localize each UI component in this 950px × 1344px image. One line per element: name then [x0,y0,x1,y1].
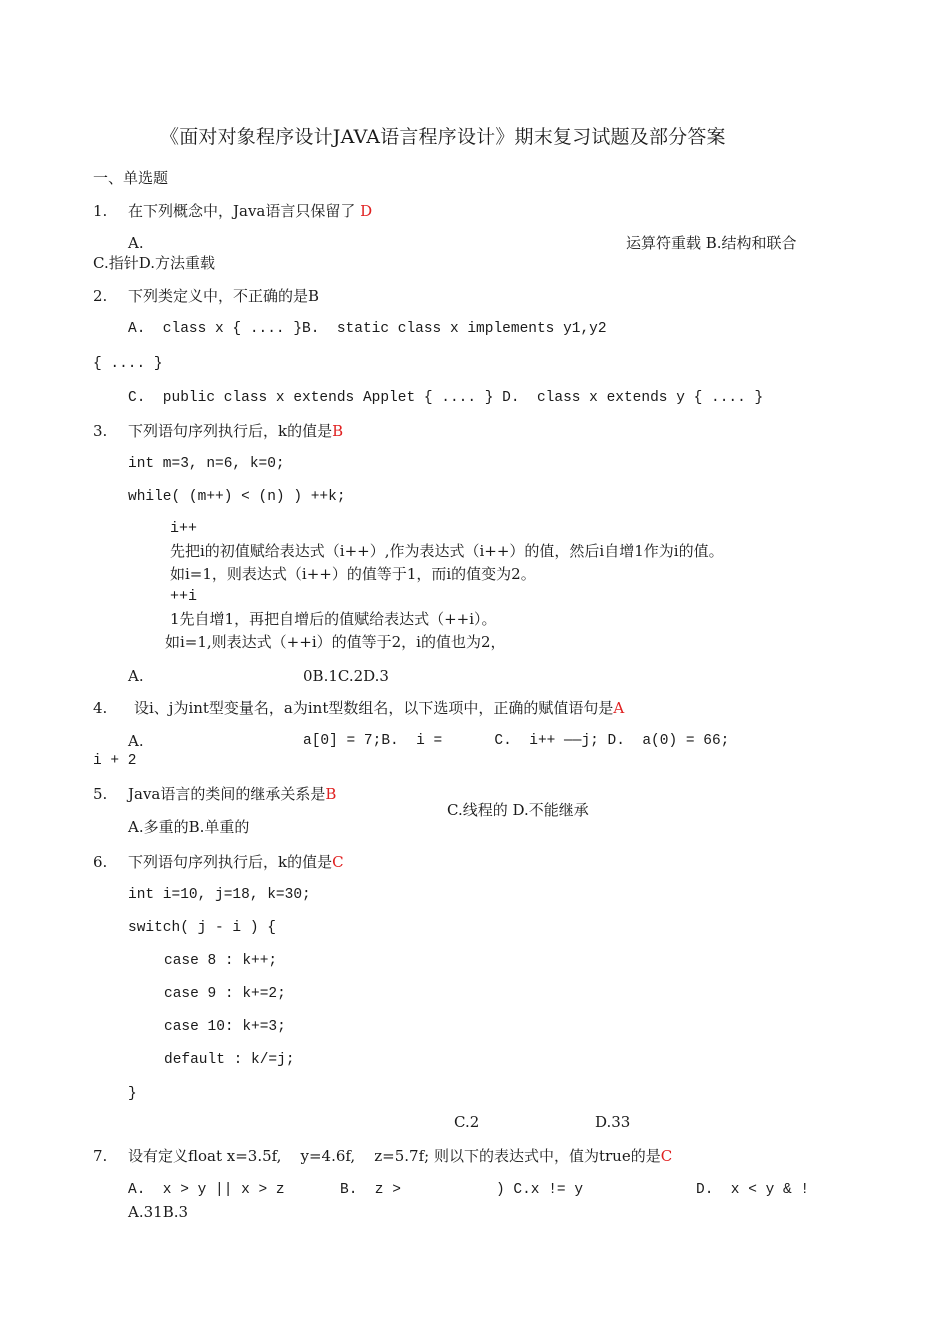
q2-number: 2. [93,287,108,305]
q5-options-cd: C.线程的 D.不能继承 [447,801,589,819]
q2-question: 下列类定义中，不正确的是B [128,287,320,305]
q6-options-ab: A.31B.3 [128,1203,189,1221]
q4-option-a: A. [128,732,144,750]
q7-option-d: D. x < y & ! [696,1182,810,1198]
q6-code-line: default : k/=j; [164,1052,295,1068]
q7-option-c: ) C.x != y [496,1182,584,1198]
q6-code-line: case 8 : k++; [164,953,278,969]
q5-options-ab: A.多重的B.单重的 [128,818,250,836]
q4-number: 4. [93,699,108,717]
q3-note-line: i++ [170,520,198,537]
q3-code-line: int m=3, n=6, k=0; [128,456,285,472]
q6-question: 下列语句序列执行后，k的值是C [128,853,344,871]
q3-answer: B [332,422,344,440]
q1-option-a: A. [128,234,144,252]
q7-option-b: B. z > [340,1182,401,1198]
q4-options: a[0] = 7;B. i = C. i++ ——j; D. a(0) = 66; [303,733,730,749]
q6-answer: C [332,853,344,871]
q3-option-a: A. [128,667,144,685]
q1-number: 1. [93,202,108,220]
q3-note-line: 先把i的初值赋给表达式（i++）,作为表达式（i++）的值，然后i自增1作为i的值。 [170,542,724,560]
q3-number: 3. [93,422,108,440]
q3-question: 下列语句序列执行后，k的值是B [128,422,344,440]
q5-question: Java语言的类间的继承关系是B [128,785,337,803]
q1-answer: D [360,202,373,220]
q2-options-cd: C. public class x extends Applet { .... } D. class x extends y { .... } [128,390,764,406]
q6-code-line: case 10: k+=3; [164,1019,286,1035]
q4-question: 设i、j为int型变量名，a为int型数组名，以下选项中，正确的赋值语句是A [134,699,625,717]
q6-number: 6. [93,853,108,871]
q6-code-line: } [128,1086,137,1102]
q1-options-ab: 运算符重载 B.结构和联合 [626,234,797,252]
q4-answer: A [613,699,625,717]
page-title: 《面对对象程序设计JAVA语言程序设计》期末复习试题及部分答案 [160,126,726,148]
q5-answer: B [325,785,337,803]
q6-option-c: C.2 [454,1113,480,1131]
q4-options-continued: i + 2 [93,753,137,769]
q3-code-line: while( (m++) < (n) ) ++k; [128,489,346,505]
q1-question: 在下列概念中，Java语言只保留了 D [128,202,373,220]
q2-options-ab: A. class x { .... }B. static class x implements y1,y2 [128,321,607,337]
q5-number: 5. [93,785,108,803]
q1-options-cd: C.指针D.方法重载 [93,254,215,272]
q3-options: 0B.1C.2D.3 [303,667,389,685]
q6-code-line: switch( j - i ) { [128,920,276,936]
section-heading: 一、单选题 [93,169,169,187]
q3-note-line: ++i [170,588,198,605]
q3-note-line: 如i=1,则表达式（++i）的值等于2，i的值也为2， [165,633,506,651]
q7-question: 设有定义float x=3.5f, y=4.6f, z=5.7f; 则以下的表达式中，值为true的是C [128,1147,673,1165]
q7-number: 7. [93,1147,108,1165]
q3-note-line: 如i=1，则表达式（i++）的值等于1，而i的值变为2。 [170,565,536,583]
q7-answer: C [660,1147,673,1165]
q3-note-line: 1先自增1，再把自增后的值赋给表达式（++i）。 [170,610,497,628]
q6-code-line: int i=10, j=18, k=30; [128,887,311,903]
q6-code-line: case 9 : k+=2; [164,986,286,1002]
q2-options-ab-continued: { .... } [93,356,163,372]
q7-option-a: A. x > y || x > z [128,1182,285,1198]
q6-option-d: D.33 [595,1113,631,1131]
